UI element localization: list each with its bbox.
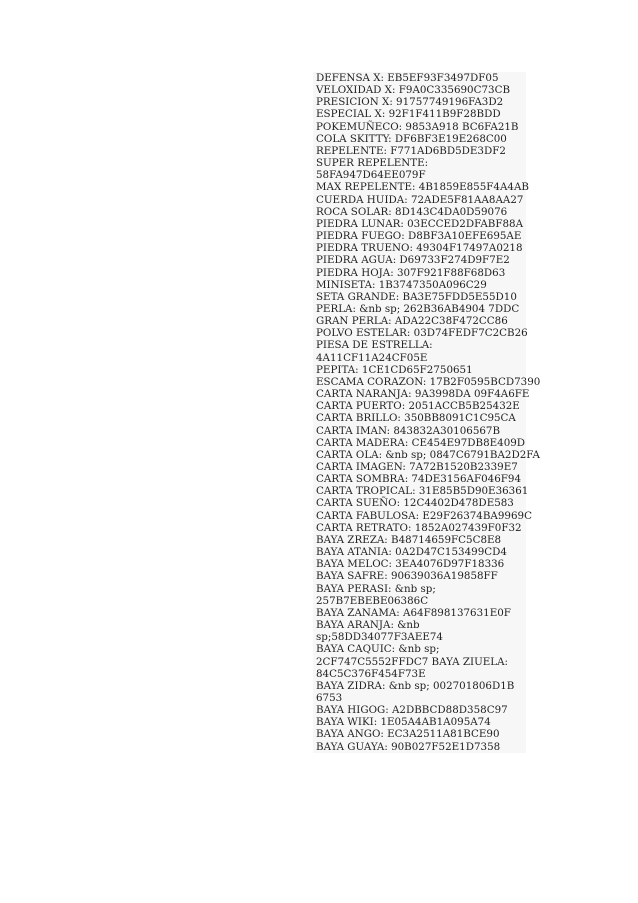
text-line: sp;58DD34077F3AEE74 (316, 631, 443, 644)
text-line: CARTA SOMBRA: 74DE3156AF046F94 (316, 473, 521, 486)
text-line: BAYA ATANIA: 0A2D47C153499CD4 (316, 546, 507, 559)
text-line: CUERDA HUIDA: 72ADE5F81AA8AA27 (316, 193, 524, 206)
text-line: 4A11CF11A24CF05E (316, 351, 428, 364)
text-line: MAX REPELENTE: 4B1859E855F4A4AB (316, 181, 529, 194)
text-line: PIESA DE ESTRELLA: (316, 339, 433, 352)
text-line: CARTA IMAGEN: 7A72B1520B2339E7 (316, 461, 518, 473)
text-line: 2CF747C5552FFDC7 BAYA ZIUELA: (316, 655, 509, 668)
text-line: ESPECIAL X: 92F1F411B9F28BDD (316, 108, 501, 121)
text-line: PIEDRA FUEGO: D8BF3A10EFE695AE (316, 230, 522, 243)
text-line: BAYA PERASI: &nb sp; (316, 582, 436, 595)
code-list (313, 72, 541, 753)
text-line: PIEDRA HOJA: 307F921F88F68D63 (316, 266, 506, 279)
text-line: 84C5C376F454F73E (316, 667, 426, 680)
text-line: PIEDRA LUNAR: 03ECCED2DFABF88A (316, 217, 524, 230)
text-line: BAYA HIGOG: A2DBBCD88D358C97 (316, 704, 508, 717)
text-line: SUPER REPELENTE: (316, 157, 429, 170)
text-line: VELOXIDAD X: F9A0C335690C73CB (316, 84, 511, 97)
text-line: BAYA ANGO: EC3A2511A81BCE90 (316, 728, 500, 741)
text-line: BAYA SAFRE: 90639036A19858FF (316, 570, 498, 583)
text-line: PIEDRA AGUA: D69733F274D9F7E2 (316, 254, 510, 267)
text-line: CARTA BRILLO: 350BB8091C1C95CA (316, 412, 516, 425)
text-line: DEFENSA X: EB5EF93F3497DF05 (316, 72, 499, 84)
text-line: MINISETA: 1B3747350A096C29 (316, 278, 487, 291)
text-line: CARTA OLA: &nb sp; 0847C6791BA2D2FA (316, 448, 540, 461)
text-line: ROCA SOLAR: 8D143C4DA0D59076 (316, 205, 508, 218)
text-line: CARTA IMAN: 843832A30106567B (316, 424, 501, 437)
text-line: POLVO ESTELAR: 03D74FEDF7C2CB26 (316, 327, 528, 340)
text-line: REPELENTE: F771AD6BD5DE3DF2 (316, 144, 506, 157)
text-line: POKEMUÑECO: 9853A918 BC6FA21B (316, 120, 519, 133)
text-line: BAYA CAQUIC: &nb sp; (316, 643, 440, 656)
text-line: CARTA FABULOSA: E29F26374BA9969C (316, 509, 532, 522)
text-line: CARTA TROPICAL: 31E85B5D90E36361 (316, 485, 529, 498)
text-line: BAYA GUAYA: 90B027F52E1D7358 (316, 740, 501, 753)
text-line: BAYA ARANJA: &nb (316, 619, 420, 632)
text-line: CARTA MADERA: CE454E97DB8E409D (316, 436, 526, 449)
text-line: COLA SKITTY: DF6BF3E19E268C00 (316, 132, 507, 145)
text-line: SETA GRANDE: BA3E75FDD5E55D10 (316, 290, 517, 303)
text-line: PEPITA: 1CE1CD65F2750651 (316, 363, 473, 376)
text-line: CARTA PUERTO: 2051ACCB5B25432E (316, 400, 520, 413)
text-line: 6753 (316, 691, 343, 704)
text-line: BAYA MELOC: 3EA4076D97F18336 (316, 558, 505, 571)
text-line: 257B7EBEBE06386C (316, 594, 429, 607)
text-line: PIEDRA TRUENO: 49304F17497A0218 (316, 242, 523, 255)
text-line: PERLA: &nb sp; 262B36AB4904 7DDC (316, 302, 520, 315)
text-line: BAYA ZIDRA: &nb sp; 002701806D1B (316, 679, 515, 692)
text-line: CARTA SUEÑO: 12C4402D478DE583 (316, 497, 514, 510)
text-line: CARTA NARANJA: 9A3998DA 09F4A6FE (316, 388, 530, 401)
text-line: BAYA ZANAMA: A64F898137631E0F (316, 606, 511, 619)
text-line: BAYA WIKI: 1E05A4AB1A095A74 (316, 716, 491, 729)
text-line: PRESICION X: 91757749196FA3D2 (316, 96, 504, 109)
text-line: ESCAMA CORAZON: 17B2F0595BCD7390 (316, 375, 541, 388)
text-line: BAYA ZREZA: B48714659FC5C8E8 (316, 533, 502, 546)
text-line: 58FA947D64EE079F (316, 169, 426, 182)
text-line: GRAN PERLA: ADA22C38F472CC86 (316, 315, 508, 328)
text-line: CARTA RETRATO: 1852A027439F0F32 (316, 521, 522, 534)
